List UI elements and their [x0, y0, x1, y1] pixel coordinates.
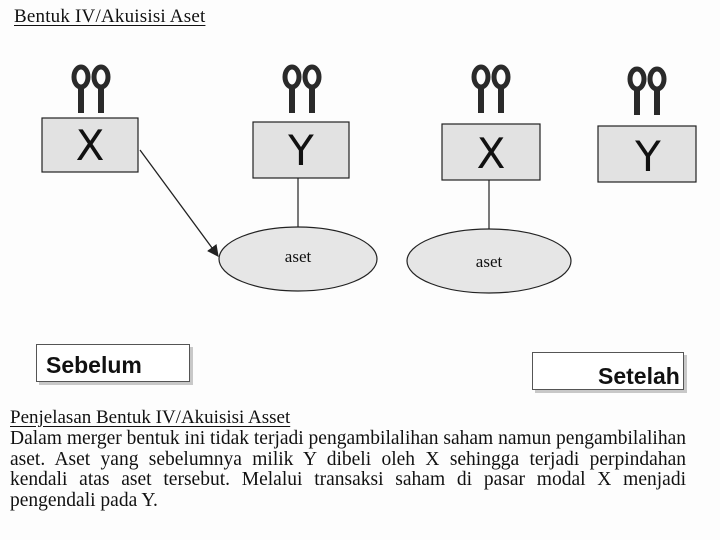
owner-keys-icon [74, 67, 108, 113]
stage-before-label: Sebelum [46, 352, 142, 378]
acquisition-arrow [140, 150, 218, 256]
page-title: Bentuk IV/Akuisisi Aset [14, 6, 206, 27]
explanation-body: Dalam merger bentuk ini tidak terjadi pengambilalihan saham namun pengambilalihan aset. Aset yang sebelumnya milik Y dibeli oleh X sehingga terjadi perpindahan kendali atas aset tersebut. Melalui transaksi saham di pasar modal X menjadi pengendali pada Y. [10, 428, 686, 511]
company-y-label: Y [635, 132, 661, 181]
company-y-label: Y [288, 126, 314, 175]
asset-before [219, 227, 377, 291]
asset-after [407, 229, 571, 293]
company-x-after [442, 67, 540, 180]
asset-label: aset [284, 247, 312, 266]
asset-label: aset [475, 252, 503, 271]
owner-keys-icon [474, 67, 508, 113]
owner-keys-icon [285, 67, 319, 113]
company-x-before [42, 67, 138, 172]
company-y-after [598, 69, 696, 182]
company-x-label: X [75, 121, 105, 170]
owner-keys-icon [630, 69, 664, 115]
explanation-title: Penjelasan Bentuk IV/Akuisisi Asset [10, 407, 291, 428]
stage-after-label: Setelah [598, 363, 680, 389]
company-x-label: X [476, 129, 506, 178]
company-y-before [253, 67, 349, 178]
